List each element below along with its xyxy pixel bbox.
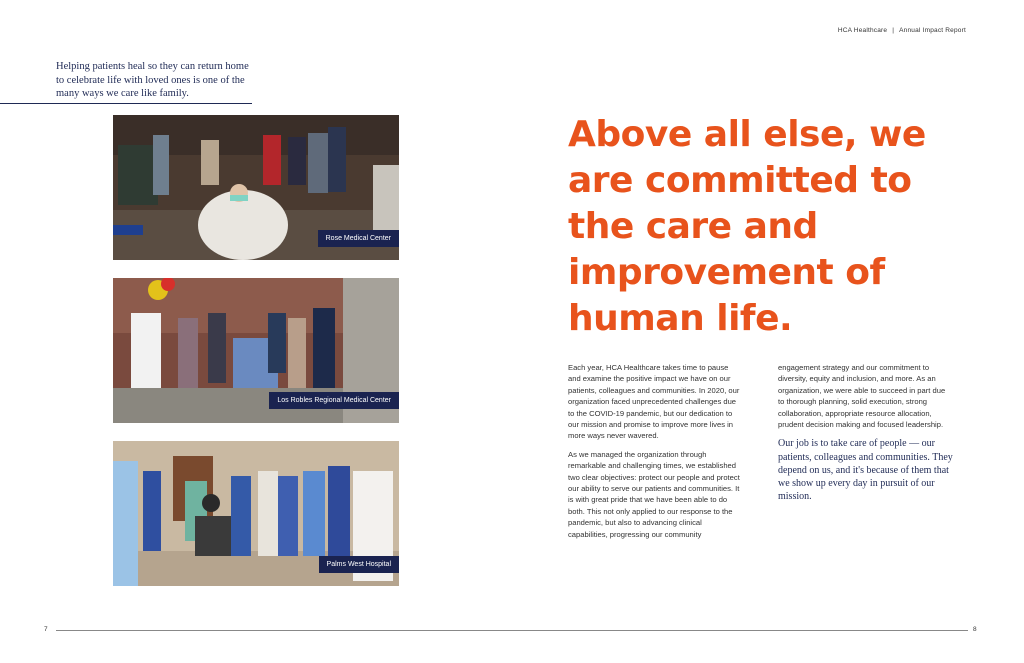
body-column-left [568,362,743,547]
photo-caption: Helping patients heal so they can return home to celebrate life with loved ones is one of the many ways we care like family. [56,61,249,99]
photo-los-robles [113,278,399,423]
caption-divider [0,103,252,104]
page-headline: Above all else, we are committed to the care and improvement of human life. [568,114,926,339]
header-separator: | [892,27,895,34]
header-brand: HCA Healthcare [837,27,888,34]
body-paragraph: As we managed the organization through remarkable and challenging times, we established two clear objectives: protect our people and protect our ability to serve our patients and communities. It is with great pride that we have been able to do both. This not only applied to our response to the pandemic, but also to advancing clinical capabilities, progressing our community [568,449,740,539]
page-number-right: 8 [973,626,977,633]
header-report-title: Annual Impact Report [899,27,966,34]
photo-label-palms-west: Palms West Hospital [319,556,399,573]
photo-label-los-robles: Los Robles Regional Medical Center [269,392,399,409]
footer-divider [56,630,968,631]
page-number-left: 7 [44,626,48,633]
body-paragraph: Each year, HCA Healthcare takes time to pause and examine the positive impact we have on our patients, colleagues and communities. In 2020, our organization faced unprecedented challenges due to the COVID-19 pandemic, but our dedication to our mission and promise to improve more lives in more ways never wavered. [568,363,740,441]
body-column-right [778,362,953,503]
pull-quote: Our job is to take care of people — our patients, colleagues and communities. They depend on us, and it's because of them that we show up every day in pursuit of our mission. [778,438,953,503]
photo-label-rose: Rose Medical Center [318,230,399,247]
photo-palms-west [113,441,399,586]
running-header [838,27,966,34]
photo-rose-medical-center [113,115,399,260]
body-paragraph: engagement strategy and our commitment to diversity, equity and inclusion, and more. As an organization, we were able to succeed in part due to thorough planning, solid execution, strong collaboration, appropriate resource allocation, prudent decision making and focused leadership. [778,363,946,430]
